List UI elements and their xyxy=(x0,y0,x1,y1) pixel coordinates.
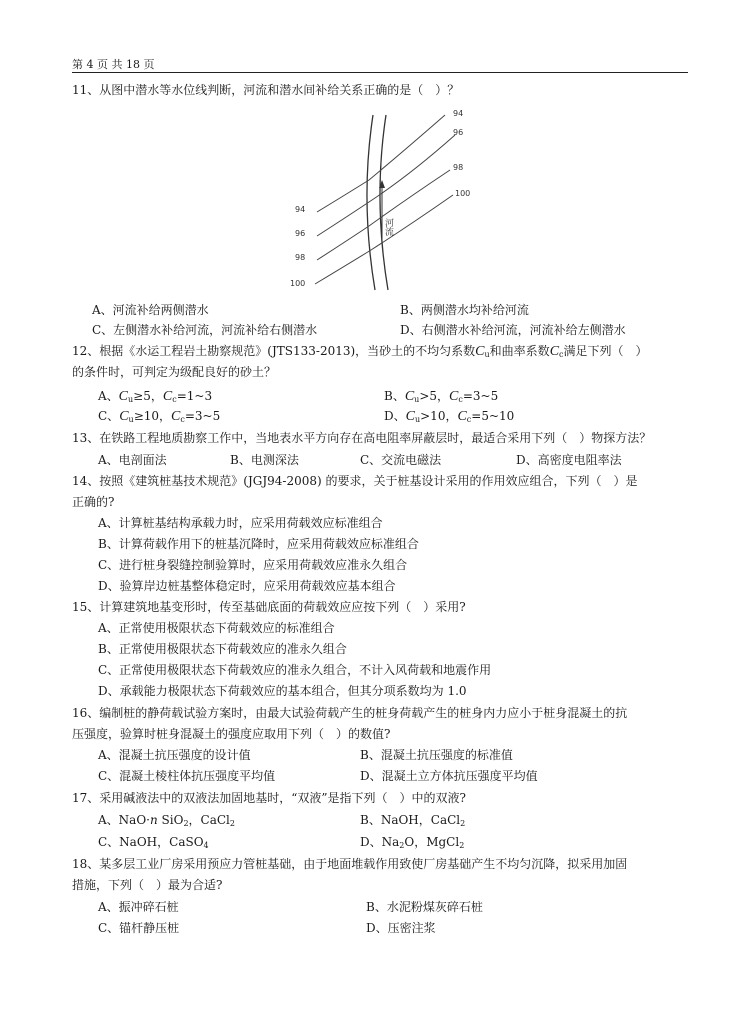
q16-option-a: A、混凝土抗压强度的设计值 xyxy=(98,748,251,762)
q16-stem-line1: 16、编制桩的静荷载试验方案时，由最大试验荷载产生的桩身荷载产生的桩身内力应小于桩身混凝土的抗 xyxy=(72,706,628,720)
q17-option-d: D、$Na_2O$，MgCl$_2$ xyxy=(360,835,465,850)
q14-stem-line1: 14、按照《建筑桩基技术规范》(JGJ94-2008) 的要求，关于桩基设计采用的作用效应组合，下列（ ）是 xyxy=(72,474,638,488)
left-label-94: 94 xyxy=(295,205,306,214)
q15-option-c: C、正常使用极限状态下荷载效应的准永久组合，不计入风荷载和地震作用 xyxy=(98,663,492,677)
q18-stem-line2: 措施，下列（ ）最为合适? xyxy=(72,878,223,892)
right-label-94: 94 xyxy=(453,109,464,118)
left-label-100: 100 xyxy=(290,279,306,288)
q12-option-a: A、$C_u\ge 5$，$C_c=1\sim 3$ xyxy=(98,389,213,404)
contour-diagram xyxy=(285,100,485,300)
right-label-98: 98 xyxy=(453,163,464,172)
q18-option-d: D、压密注浆 xyxy=(366,921,436,935)
q15-option-a: A、正常使用极限状态下荷载效应的标准组合 xyxy=(98,621,335,635)
q12-option-b: B、$C_u>5$，$C_c=3\sim 5$ xyxy=(384,389,499,404)
q17-option-c: C、NaOH，CaSO$_4$ xyxy=(98,835,209,850)
river-label: 河流 xyxy=(383,218,393,236)
q13-option-b: B、电测深法 xyxy=(230,453,299,467)
q15-option-b: B、正常使用极限状态下荷载效应的准永久组合 xyxy=(98,642,347,656)
contour-line-98 xyxy=(317,170,450,260)
q14-option-c: C、进行桩身裂缝控制验算时，应采用荷载效应准永久组合 xyxy=(98,558,408,572)
q18-option-c: C、锚杆静压桩 xyxy=(98,921,180,935)
q15-stem: 15、计算建筑地基变形时，传至基础底面的荷载效应应按下列（ ）采用? xyxy=(72,600,466,614)
q11-option-d: D、右侧潜水补给河流，河流补给左侧潜水 xyxy=(400,323,626,337)
q17-option-a: A、NaO·n SiO$_2$，CaCl$_2$ xyxy=(98,813,235,828)
q13-option-d: D、高密度电阻率法 xyxy=(516,453,622,467)
q14-stem-line2: 正确的? xyxy=(72,495,115,509)
q11-stem: 11、从图中潜水等水位线判断，河流和潜水间补给关系正确的是（ ）？ xyxy=(72,83,460,97)
q18-option-b: B、水泥粉煤灰碎石桩 xyxy=(366,900,483,914)
q14-option-b: B、计算荷载作用下的桩基沉降时，应采用荷载效应标准组合 xyxy=(98,537,419,551)
q11-figure-groundwater-contours xyxy=(285,100,485,300)
left-label-98: 98 xyxy=(295,253,306,262)
page-number-label: 第 4 页 共 18 页 xyxy=(72,58,155,71)
right-label-96: 96 xyxy=(453,128,464,137)
q16-stem-line2: 压强度，验算时桩身混凝土的强度应取用下列（ ）的数值? xyxy=(72,727,391,741)
q16-option-c: C、混凝土棱柱体抗压强度平均值 xyxy=(98,769,276,783)
q13-option-c: C、交流电磁法 xyxy=(360,453,442,467)
q11-option-a: A、河流补给两侧潜水 xyxy=(92,303,209,317)
q17-stem: 17、采用碱液法中的双液法加固地基时，“双液”是指下列（ ）中的双液? xyxy=(72,791,466,805)
q18-stem-line1: 18、某多层工业厂房采用预应力管桩基础，由于地面堆载作用致使厂房基础产生不均匀沉降，拟采用加固 xyxy=(72,857,628,871)
q12-stem-line2: 的条件时，可判定为级配良好的砂土？ xyxy=(72,365,277,379)
q16-option-d: D、混凝土立方体抗压强度平均值 xyxy=(360,769,538,783)
q17-option-b: B、NaOH，CaCl$_2$ xyxy=(360,813,466,828)
right-label-100: 100 xyxy=(455,189,471,198)
left-label-96: 96 xyxy=(295,229,306,238)
q11-option-c: C、左侧潜水补给河流，河流补给右侧潜水 xyxy=(92,323,318,337)
river-right-bank xyxy=(380,115,388,290)
q12-stem-line1: 12、根据《水运工程岩土勘察规范》(JTS133-2013)，当砂土的不均匀系数$C_u$和曲率系数$C_c$满足下列（ ） xyxy=(72,344,648,359)
q12-option-d: D、$C_u>10$，$C_c=5\sim 10$ xyxy=(384,409,515,424)
q16-option-b: B、混凝土抗压强度的标准值 xyxy=(360,748,513,762)
q13-option-a: A、电剖面法 xyxy=(98,453,167,467)
q15-option-d: D、承载能力极限状态下荷载效应的基本组合，但其分项系数均为 1.0 xyxy=(98,684,467,698)
q18-option-a: A、振冲碎石桩 xyxy=(98,900,179,914)
q14-option-d: D、验算岸边桩基整体稳定时，应采用荷载效应基本组合 xyxy=(98,579,396,593)
page-header xyxy=(72,54,688,73)
q13-stem: 13、在铁路工程地质勘察工作中，当地表水平方向存在高电阻率屏蔽层时，最适合采用下列（ ）物探方法？ xyxy=(72,431,652,445)
contour-line-100 xyxy=(315,195,453,284)
q11-option-b: B、两侧潜水均补给河流 xyxy=(400,303,529,317)
q14-option-a: A、计算桩基结构承载力时，应采用荷载效应标准组合 xyxy=(98,516,383,530)
q12-option-c: C、$C_u\ge 10$，$C_c=3\sim 5$ xyxy=(98,409,221,424)
